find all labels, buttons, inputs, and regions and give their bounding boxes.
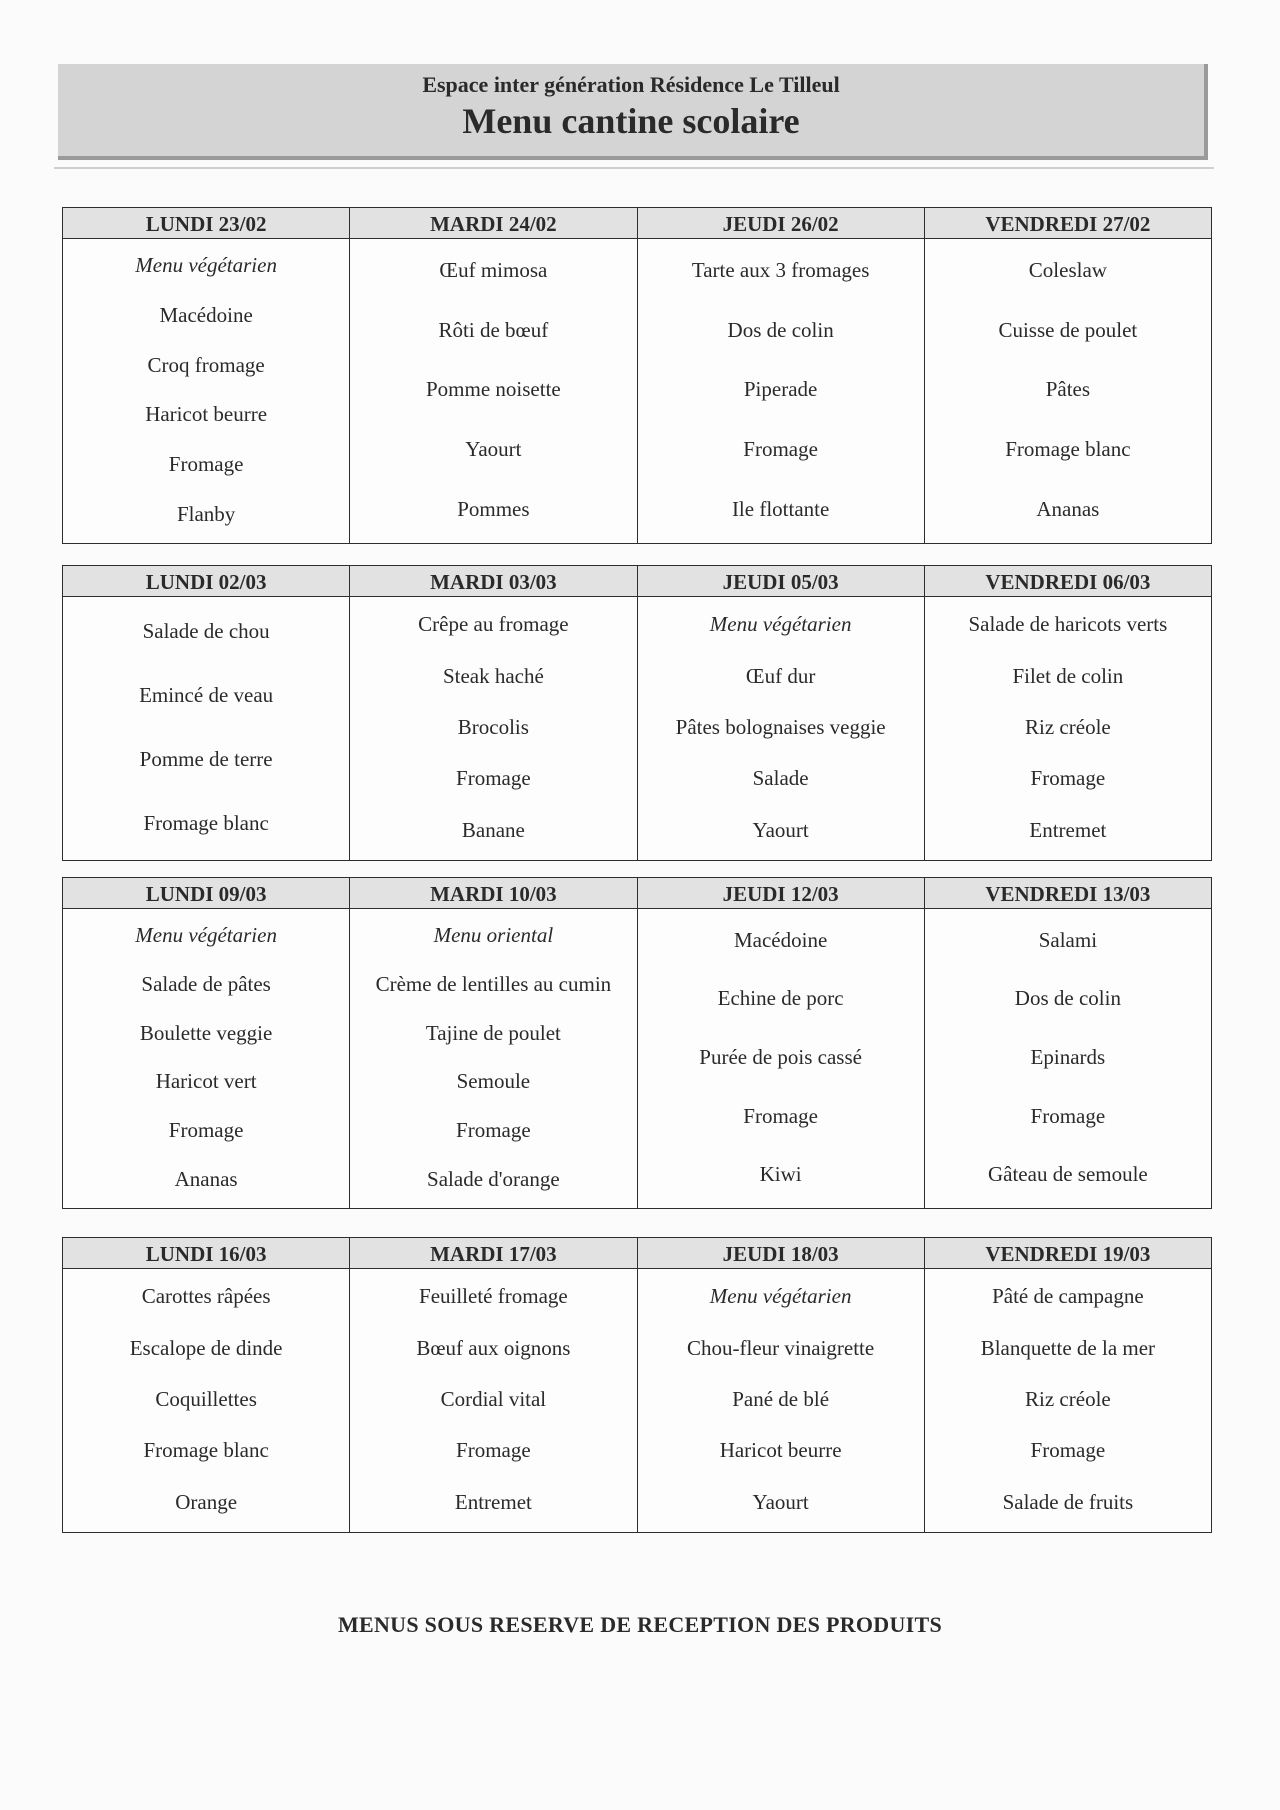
day-column — [637, 878, 924, 1208]
dish-item: Coleslaw — [1028, 258, 1107, 283]
header-subtitle: Espace inter génération Résidence Le Tilleul — [422, 72, 840, 97]
dish-item: Orange — [175, 1489, 238, 1514]
dish-item: Purée de pois cassé — [699, 1044, 862, 1069]
dish-item: Macédoine — [733, 927, 828, 952]
dish-item: Œuf mimosa — [439, 258, 548, 283]
dish-item: Ananas — [174, 1167, 238, 1192]
day-header: JEUDI 05/03 — [638, 566, 924, 597]
day-menu — [350, 1269, 636, 1532]
dish-item: Fromage — [1030, 1438, 1106, 1463]
dish-item: Riz créole — [1025, 714, 1111, 739]
dish-item: Haricot vert — [155, 1069, 257, 1094]
dish-item: Yaourt — [465, 437, 522, 462]
dish-item: Fromage blanc — [143, 1438, 269, 1463]
day-menu — [350, 597, 636, 860]
dish-item: Entremet — [1029, 817, 1107, 842]
dish-item: Kiwi — [759, 1162, 802, 1187]
day-header: JEUDI 26/02 — [638, 208, 924, 239]
day-header: VENDREDI 06/03 — [925, 566, 1211, 597]
day-menu — [350, 239, 636, 543]
dish-item: Bœuf aux oignons — [416, 1335, 571, 1360]
day-menu — [925, 239, 1211, 543]
day-column — [63, 878, 349, 1208]
day-header: MARDI 17/03 — [350, 1238, 636, 1269]
day-header: VENDREDI 27/02 — [925, 208, 1211, 239]
dish-item: Feuilleté fromage — [419, 1284, 568, 1309]
menu-note: Menu végétarien — [709, 1284, 852, 1309]
day-column — [63, 1238, 349, 1532]
dish-item: Pâtes bolognaises veggie — [675, 714, 886, 739]
day-column — [924, 566, 1211, 860]
menu-note: Menu végétarien — [135, 922, 277, 947]
dish-item: Yaourt — [752, 1489, 809, 1514]
day-menu — [638, 597, 924, 860]
day-menu — [63, 597, 349, 860]
dish-item: Pommes — [457, 496, 530, 521]
day-column — [349, 208, 636, 543]
day-menu — [350, 909, 636, 1208]
dish-item: Filet de colin — [1012, 663, 1124, 688]
dish-item: Cuisse de poulet — [998, 317, 1138, 342]
dish-item: Tarte aux 3 fromages — [691, 258, 870, 283]
week-table — [62, 207, 1212, 544]
day-menu — [925, 1269, 1211, 1532]
day-header: JEUDI 12/03 — [638, 878, 924, 909]
week-table — [62, 1237, 1212, 1533]
dish-item: Riz créole — [1025, 1386, 1111, 1411]
dish-item: Croq fromage — [147, 352, 265, 377]
dish-item: Epinards — [1030, 1044, 1106, 1069]
dish-item: Banane — [461, 817, 525, 842]
dish-item: Œuf dur — [745, 663, 816, 688]
day-column — [924, 1238, 1211, 1532]
dish-item: Pomme noisette — [426, 377, 561, 402]
dish-item: Boulette veggie — [139, 1020, 273, 1045]
day-column — [349, 878, 636, 1208]
dish-item: Salade de chou — [142, 618, 270, 643]
dish-item: Haricot beurre — [719, 1438, 842, 1463]
dish-item: Salade d'orange — [427, 1167, 560, 1192]
dish-item: Ile flottante — [731, 496, 830, 521]
dish-item: Pâté de campagne — [992, 1284, 1144, 1309]
dish-item: Macédoine — [159, 302, 253, 327]
dish-item: Pané de blé — [732, 1386, 830, 1411]
week-table — [62, 877, 1212, 1209]
dish-item: Crème de lentilles au cumin — [375, 971, 612, 996]
dish-item: Salade de fruits — [1002, 1489, 1134, 1514]
dish-item: Fromage — [1030, 1103, 1106, 1128]
dish-item: Fromage — [456, 766, 531, 791]
dish-item: Carottes râpées — [141, 1284, 271, 1309]
day-column — [349, 1238, 636, 1532]
day-header: MARDI 03/03 — [350, 566, 636, 597]
day-header: LUNDI 23/02 — [63, 208, 349, 239]
dish-item: Salade — [752, 766, 809, 791]
dish-item: Salami — [1038, 927, 1098, 952]
week-table — [62, 565, 1212, 861]
day-menu — [638, 909, 924, 1208]
dish-item: Blanquette de la mer — [980, 1335, 1156, 1360]
dish-item: Coquillettes — [155, 1386, 257, 1411]
day-header: MARDI 10/03 — [350, 878, 636, 909]
dish-item: Fromage blanc — [143, 811, 269, 836]
dish-item: Brocolis — [457, 714, 529, 739]
dish-item: Escalope de dinde — [129, 1335, 283, 1360]
day-menu — [63, 909, 349, 1208]
menu-note: Menu végétarien — [709, 612, 852, 637]
day-header: JEUDI 18/03 — [638, 1238, 924, 1269]
day-column — [924, 208, 1211, 543]
dish-item: Emincé de veau — [139, 682, 274, 707]
header-rule — [54, 167, 1214, 169]
day-menu — [925, 597, 1211, 860]
dish-item: Semoule — [456, 1069, 531, 1094]
menu-note: Menu végétarien — [135, 253, 277, 278]
day-column — [924, 878, 1211, 1208]
dish-item: Pâtes — [1045, 377, 1091, 402]
dish-item: Salade de haricots verts — [968, 612, 1168, 637]
dish-item: Cordial vital — [440, 1386, 547, 1411]
dish-item: Fromage — [456, 1118, 531, 1143]
day-menu — [63, 239, 349, 543]
day-menu — [925, 909, 1211, 1208]
day-column — [637, 566, 924, 860]
day-header: LUNDI 09/03 — [63, 878, 349, 909]
dish-item: Echine de porc — [717, 986, 844, 1011]
dish-item: Salade de pâtes — [141, 971, 271, 996]
dish-item: Fromage — [456, 1438, 531, 1463]
day-header: MARDI 24/02 — [350, 208, 636, 239]
dish-item: Crêpe au fromage — [418, 612, 569, 637]
day-header: VENDREDI 19/03 — [925, 1238, 1211, 1269]
dish-item: Rôti de bœuf — [438, 317, 549, 342]
dish-item: Tajine de poulet — [425, 1020, 561, 1045]
menu-note: Menu oriental — [433, 922, 554, 947]
dish-item: Dos de colin — [727, 317, 834, 342]
dish-item: Flanby — [176, 501, 236, 526]
footer-note: MENUS SOUS RESERVE DE RECEPTION DES PRODUITS — [337, 1612, 943, 1637]
dish-item: Fromage — [743, 1103, 818, 1128]
day-column — [63, 208, 349, 543]
day-header: LUNDI 16/03 — [63, 1238, 349, 1269]
dish-item: Fromage — [168, 1118, 244, 1143]
dish-item: Ananas — [1036, 496, 1100, 521]
day-menu — [638, 239, 924, 543]
dish-item: Steak haché — [442, 663, 544, 688]
dish-item: Fromage — [743, 437, 818, 462]
dish-item: Dos de colin — [1014, 986, 1121, 1011]
day-column — [63, 566, 349, 860]
page-title: Menu cantine scolaire — [462, 101, 800, 141]
dish-item: Chou-fleur vinaigrette — [687, 1335, 875, 1360]
day-header: VENDREDI 13/03 — [925, 878, 1211, 909]
day-menu — [638, 1269, 924, 1532]
day-column — [349, 566, 636, 860]
dish-item: Fromage blanc — [1005, 437, 1131, 462]
dish-item: Entremet — [454, 1489, 532, 1514]
dish-item: Fromage — [168, 451, 244, 476]
day-column — [637, 1238, 924, 1532]
header-banner — [58, 64, 1208, 160]
dish-item: Haricot beurre — [145, 402, 268, 427]
day-column — [637, 208, 924, 543]
day-menu — [63, 1269, 349, 1532]
dish-item: Yaourt — [752, 817, 809, 842]
dish-item: Gâteau de semoule — [987, 1162, 1148, 1187]
dish-item: Fromage — [1030, 766, 1106, 791]
dish-item: Pomme de terre — [139, 747, 273, 772]
dish-item: Piperade — [743, 377, 818, 402]
day-header: LUNDI 02/03 — [63, 566, 349, 597]
